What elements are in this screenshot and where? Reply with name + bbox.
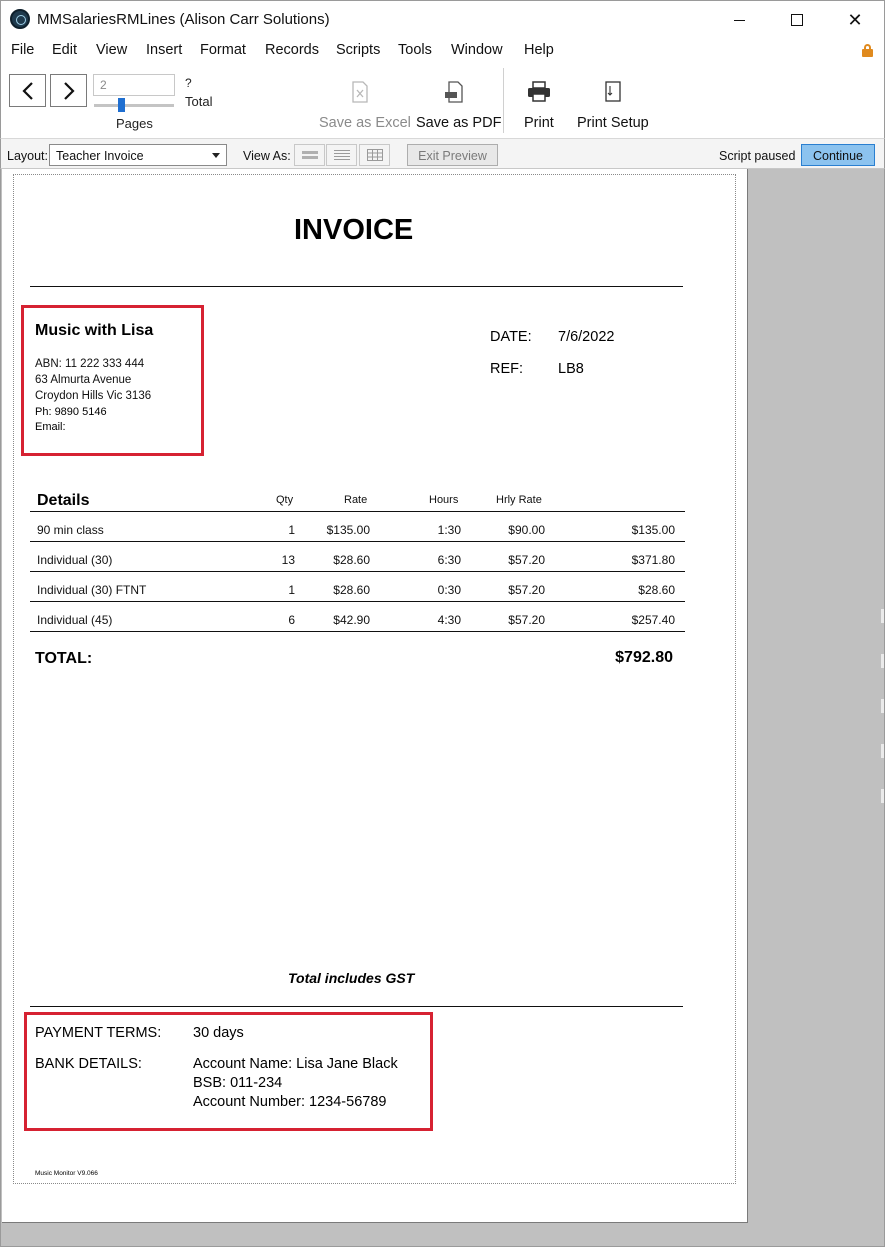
line-hours: 6:30 (437, 553, 461, 567)
details-header: Details (37, 492, 90, 509)
title-divider (30, 286, 683, 287)
total-value: $792.80 (615, 649, 673, 666)
bsb: BSB: 011-234 (193, 1075, 283, 1091)
pages-label: Pages (116, 116, 153, 131)
line-amount: $257.40 (631, 613, 675, 627)
line-rate: $28.60 (333, 553, 370, 567)
line-qty: 1 (288, 583, 295, 597)
page-number-input[interactable]: 2 (93, 74, 175, 96)
print-setup-icon (605, 81, 621, 103)
print-setup-button[interactable]: Print Setup (577, 115, 649, 131)
line-qty: 13 (281, 553, 295, 567)
next-page-button[interactable] (50, 74, 87, 107)
line-amount: $371.80 (631, 553, 675, 567)
line-hourly-rate: $90.00 (508, 523, 545, 537)
line-description: Individual (45) (37, 613, 113, 627)
page-slider-thumb[interactable] (118, 98, 125, 112)
email: Email: (35, 421, 66, 433)
menu-insert[interactable]: Insert (146, 42, 183, 58)
minimize-button[interactable] (710, 1, 768, 39)
layout-select-value: Teacher Invoice (56, 149, 144, 163)
line-description: Individual (30) (37, 553, 113, 567)
menu-bar (0, 38, 885, 62)
line-amount: $28.60 (638, 583, 675, 597)
address-line-2: Croydon Hills Vic 3136 (35, 390, 152, 402)
address-line-1: 63 Almurta Avenue (35, 374, 132, 386)
layout-label: Layout: (7, 149, 49, 163)
row-divider (30, 601, 685, 602)
excel-icon (351, 81, 369, 103)
save-as-pdf-button[interactable]: Save as PDF (416, 115, 502, 131)
total-label: TOTAL: (35, 650, 93, 667)
column-rate: Rate (344, 494, 368, 506)
column-qty: Qty (276, 494, 294, 506)
row-divider (30, 571, 685, 572)
save-as-excel-button[interactable]: Save as Excel (319, 115, 411, 131)
close-button[interactable] (826, 1, 884, 39)
print-button[interactable]: Print (524, 115, 554, 131)
menu-view[interactable]: View (96, 42, 128, 58)
table-header-divider (30, 511, 685, 512)
printer-icon (527, 81, 551, 103)
layout-select[interactable] (49, 144, 227, 166)
payment-terms-label: PAYMENT TERMS: (35, 1025, 162, 1041)
payment-terms-value: 30 days (193, 1025, 244, 1041)
view-as-table-button[interactable] (359, 144, 390, 166)
view-as-list-button[interactable] (326, 144, 357, 166)
invoice-title: INVOICE (294, 214, 414, 246)
title-bar (0, 0, 885, 38)
chevron-left-icon (21, 81, 35, 101)
pdf-icon (444, 81, 466, 103)
phone: Ph: 9890 5146 (35, 406, 107, 418)
column-hrly-rate: Hrly Rate (496, 494, 542, 506)
menu-window[interactable]: Window (451, 42, 503, 58)
line-description: Individual (30) FTNT (37, 583, 147, 597)
account-name: Account Name: Lisa Jane Black (193, 1056, 398, 1072)
line-hours: 1:30 (437, 523, 461, 537)
toolbar-separator (503, 68, 504, 133)
maximize-button[interactable] (768, 1, 826, 39)
date-label: DATE: (490, 329, 532, 345)
page-slider[interactable] (94, 104, 174, 107)
total-marker: ? (185, 76, 192, 90)
line-hours: 4:30 (437, 613, 461, 627)
app-logo-icon (10, 9, 30, 29)
line-hourly-rate: $57.20 (508, 613, 545, 627)
account-number: Account Number: 1234-56789 (193, 1094, 387, 1110)
script-status: Script paused (719, 149, 796, 163)
gst-note: Total includes GST (288, 970, 415, 986)
table-grid-icon (367, 149, 383, 161)
row-divider (30, 631, 685, 632)
abn: ABN: 11 222 333 444 (35, 358, 145, 370)
line-description: 90 min class (37, 523, 104, 537)
line-qty: 1 (288, 523, 295, 537)
dropdown-arrow-icon (212, 153, 220, 158)
menu-records[interactable]: Records (265, 42, 319, 58)
window-title: MMSalariesRMLines (Alison Carr Solutions) (37, 11, 330, 28)
right-edge-scrollbar[interactable] (880, 169, 885, 1247)
column-hours: Hours (429, 494, 459, 506)
toolbar (0, 62, 885, 139)
ref-label: REF: (490, 361, 524, 377)
continue-button[interactable]: Continue (801, 144, 875, 166)
business-name: Music with Lisa (35, 322, 154, 339)
chevron-right-icon (62, 81, 76, 101)
previous-page-button[interactable] (9, 74, 46, 107)
line-hours: 0:30 (437, 583, 461, 597)
close-icon: ✕ (847, 9, 863, 30)
line-rate: $135.00 (326, 523, 370, 537)
ref-value: LB8 (558, 361, 584, 377)
menu-file[interactable]: File (11, 42, 35, 58)
line-qty: 6 (288, 613, 295, 627)
row-divider (30, 541, 685, 542)
lock-icon[interactable] (862, 44, 873, 56)
total-label: Total (185, 94, 213, 109)
exit-preview-button[interactable]: Exit Preview (407, 144, 498, 166)
line-rate: $28.60 (333, 583, 370, 597)
date-value: 7/6/2022 (558, 329, 615, 345)
minimize-icon (734, 20, 745, 21)
bank-details-label: BANK DETAILS: (35, 1056, 142, 1072)
menu-edit[interactable]: Edit (52, 42, 77, 58)
view-as-form-button[interactable] (294, 144, 325, 166)
line-rate: $42.90 (333, 613, 370, 627)
line-amount: $135.00 (631, 523, 675, 537)
footer-divider (30, 1006, 683, 1007)
line-hourly-rate: $57.20 (508, 553, 545, 567)
maximize-icon (791, 14, 803, 26)
menu-format[interactable]: Format (200, 42, 246, 58)
line-hourly-rate: $57.20 (508, 583, 545, 597)
menu-tools[interactable]: Tools (398, 42, 432, 58)
menu-scripts[interactable]: Scripts (336, 42, 381, 58)
layout-bar (0, 139, 885, 169)
footer-version: Music Monitor V9.066 (35, 1170, 98, 1177)
view-as-label: View As: (243, 149, 291, 163)
menu-help[interactable]: Help (524, 42, 554, 58)
